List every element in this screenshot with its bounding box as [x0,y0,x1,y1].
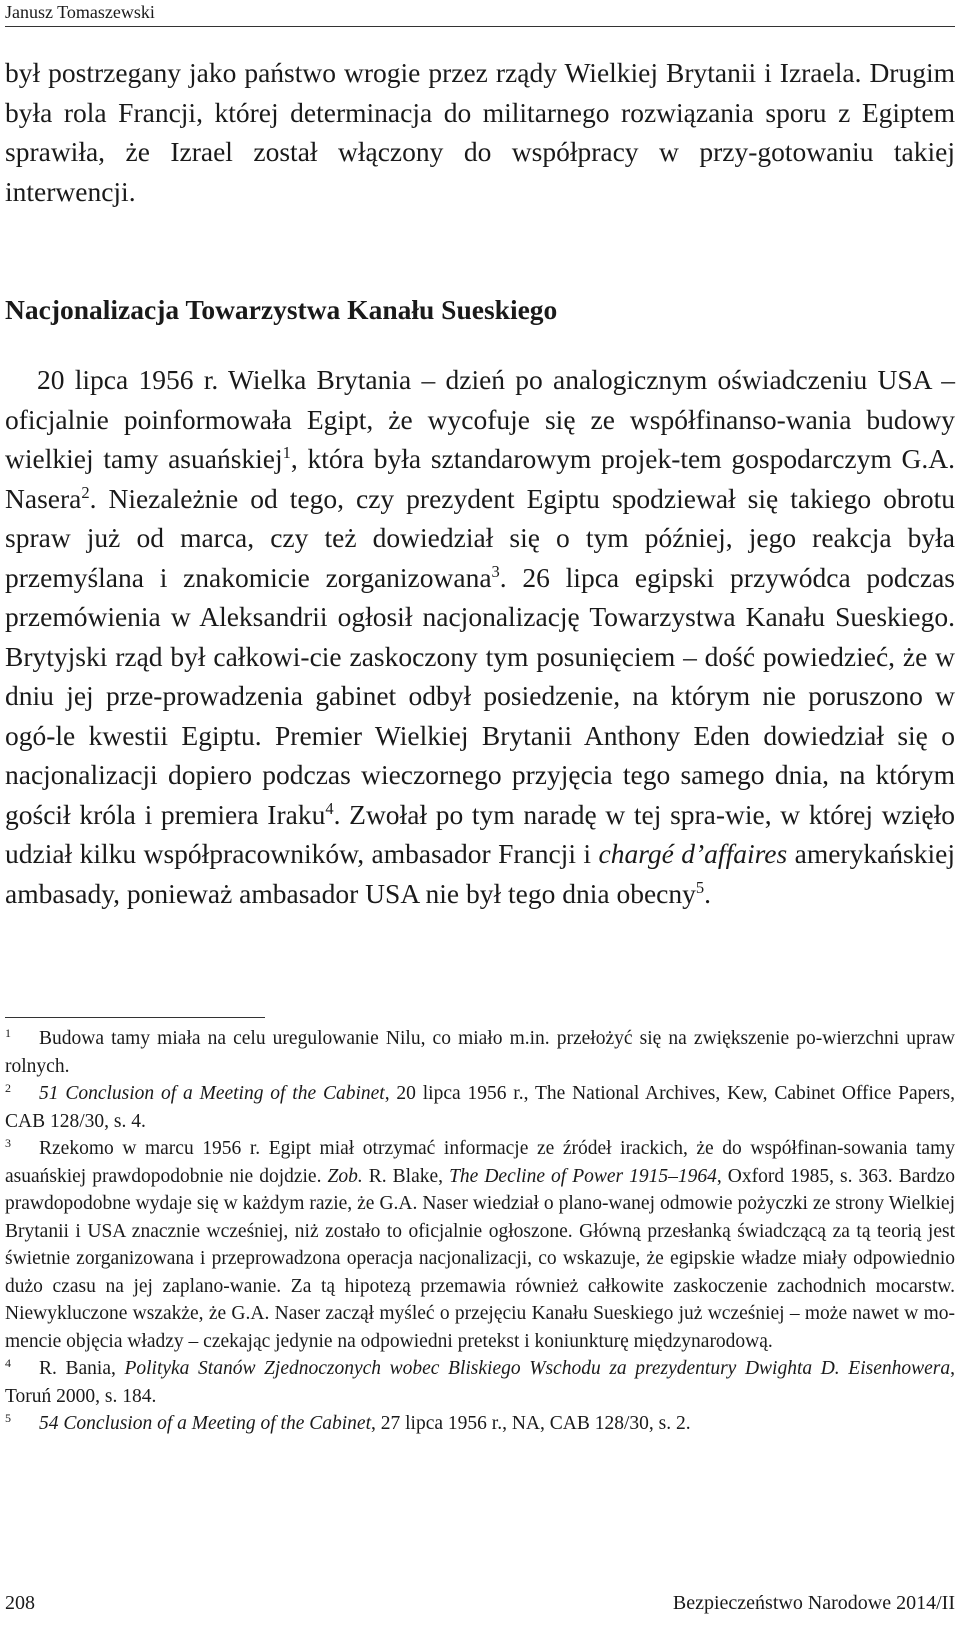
footnote-text: R. Blake, [362,1165,450,1187]
footnote-5: 5 54 Conclusion of a Meeting of the Cabinet, 27 lipca 1956 r., NA, CAB 128/30, s. 2. [5,1410,691,1434]
footnote-ref-4[interactable]: 4 [325,798,334,818]
footnote-1: 1 Budowa tamy miała na celu uregulowanie Nilu, co miało m.in. przełożyć się na zwiększenie po-wierzchni upraw rolnych. [5,1025,955,1077]
footnote-abbrev: Zob. [327,1165,363,1187]
footnote-title: The Decline of Power 1915–1964 [449,1165,717,1187]
footnote-3: 3 Rzekomo w marcu 1956 r. Egipt miał otrzymać informacje ze źródeł irackich, że do współfinan-sowania tamy asuańskiej prawdopodobnie nie dojdzie. Zob. R. Blake, The Decline of Power 1915–1964, Oxford 1985, s. 363. Bardzo prawdopodobne wydaje się w każdym razie, że G.A. Naser wiedział o plano-wanej odmowie pożyczki ze strony Wielkiej Brytanii i USA znacznie wcześniej, niż zostało to oficjalnie ogłoszone. Główną przesłanką świadczącą za tą teorią jest świetnie zorganizowana i przeprowadzona operacja nacjonalizacji, co wskazuje, że egipskie władze miały odpowiednio dużo czasu na jej zaplano-wanie. Za tą hipotezą przemawia również całkowite zaskoczenie zachodnich mocarstw. Niewykluczone wszakże, że G.A. Naser zaczął myśleć o przejęciu Kanału Sueskiego już wcześniej – może nawet w mo-mencie objęcia władzy – czekając jedynie na odpowiedni pretekst i koniunkturę międzynarodową. [5,1135,956,1352]
footnote-text: Budowa tamy miała na celu uregulowanie Nilu, co miało m.in. przełożyć się na zwiększenie po-wierzchni upraw rolnych. [5,1028,955,1077]
text-segment: . Niezależnie od tego, czy prezydent Egiptu spodziewał się takiego obrotu spraw już od marca, czy też dowiedział się o tym później, jego reakcja była przemyślana i znakomicie zorganizowana [5,482,955,593]
italic-term: chargé d’affaires [598,838,788,869]
section-heading: Nacjonalizacja Towarzystwa Kanału Sueskiego [5,294,558,325]
footnote-ref-1[interactable]: 1 [282,442,291,462]
text-segment: . [704,877,711,909]
running-head: Janusz Tomaszewski [5,0,955,27]
footnote-text: , Toruń 2000, s. 184. [5,1358,955,1407]
paragraph-text [5,360,955,913]
footnote-text: R. Bania, [39,1358,125,1379]
footnote-text: Rzekomo w marcu 1956 r. Egipt miał otrzymać informacje ze źródeł irackich, że do współfinan-sowania tamy asuańskiej prawdopodobnie nie dojdzie. [5,1138,955,1187]
footnote-text: , 27 lipca 1956 r., NA, CAB 128/30, s. 2. [371,1413,691,1434]
text-segment: , która była sztandarowym projek-tem gospodarczym G.A. Nasera [5,443,956,514]
footnote-divider [5,1017,265,1018]
text-segment: . 26 lipca egipski przywódca podczas przemówienia w Aleksandrii ogłosił nacjonalizację Towarzystwa Kanału Sueskiego. Brytyjski rząd był całkowi-cie zaskoczony tym posunięciem – dość powiedzieć, że w dniu jej prze-prowadzenia gabinet odbył posiedzenie, na którym nie poruszono w ogó-le kwestii Egiptu. Premier Wielkiej Brytanii Anthony Eden dowiedział się o nacjonalizacji dopiero podczas wieczornego przyjęcia tego samego dnia, na którym gościł króla i premiera Iraku [5,561,955,830]
footnote-title: 51 Conclusion of a Meeting of the Cabinet [39,1083,385,1104]
footnote-title: 54 Conclusion of a Meeting of the Cabinet [39,1413,372,1434]
footnotes [5,1025,955,1438]
footnote-ref-3[interactable]: 3 [491,561,500,581]
journal-name: Bezpieczeństwo Narodowe 2014/II [672,1592,955,1614]
paragraph-text: był postrzegany jako państwo wrogie przez rządy Wielkiej Brytanii i Izraela. Drugim była rola Francji, której determinacja do militarnego rozwiązania sporu z Egiptem sprawiła, że Izrael został włączony do współpracy w przy-gotowaniu takiej interwencji. [5,57,955,207]
footnote-text: , 20 lipca 1956 r., The National Archives, Kew, Cabinet Office Papers, CAB 128/30, s. 4. [5,1083,955,1132]
page-number: 208 [5,1592,35,1614]
footnote-title: Polityka Stanów Zjednoczonych wobec Bliskiego Wschodu za prezydentury Dwighta D. Eisenhowera [124,1358,951,1379]
footnote-2: 2 51 Conclusion of a Meeting of the Cabinet, 20 lipca 1956 r., The National Archives, Kew, Cabinet Office Papers, CAB 128/30, s. 4. [5,1080,955,1132]
footnote-text: , Oxford 1985, s. 363. Bardzo prawdopodobne wydaje się w każdym razie, że G.A. Naser wiedział o plano-wanej odmowie pożyczki ze strony Wielkiej Brytanii i USA znacznie wcześniej, niż zostało to oficjalnie ogłoszone. Główną przesłanką świadczącą za tą teorią jest świetnie zorganizowana i przeprowadzona operacja nacjonalizacji, co wskazuje, że egipskie władze miały odpowiednio dużo czasu na jej zaplano-wanie. Za tą hipotezą przemawia również całkowite zaskoczenie zachodnich mocarstw. Niewykluczone wszakże, że G.A. Naser zaczął myśleć o przejęciu Kanału Sueskiego już wcześniej – może nawet w mo-mencie objęcia władzy – czekając jedynie na odpowiedni pretekst i koniunkturę międzynarodową. [5,1165,956,1352]
main-paragraph [5,360,955,913]
footnote-ref-2[interactable]: 2 [81,482,90,502]
text-segment: amerykańskiej ambasady, ponieważ ambasador USA nie był tego dnia obecny [5,838,955,909]
footnote-4: 4 R. Bania, Polityka Stanów Zjednoczonych wobec Bliskiego Wschodu za prezydentury Dwighta D. Eisenhowera, Toruń 2000, s. 184. [5,1355,955,1407]
footnote-ref-5[interactable]: 5 [695,877,705,897]
continuation-paragraph [5,53,955,211]
text-segment: . Zwołał po tym naradę w tej spra-wie, w której wzięło udział kilku współpracowników, ambasador Francji i [5,798,955,869]
text-segment: 20 lipca 1956 r. Wielka Brytania – dzień po analogicznym oświadczeniu USA – oficjalnie poinformowała Egipt, że wycofuje się ze współfinanso-wania budowy wielkiej tamy asuańskiej [5,364,955,474]
